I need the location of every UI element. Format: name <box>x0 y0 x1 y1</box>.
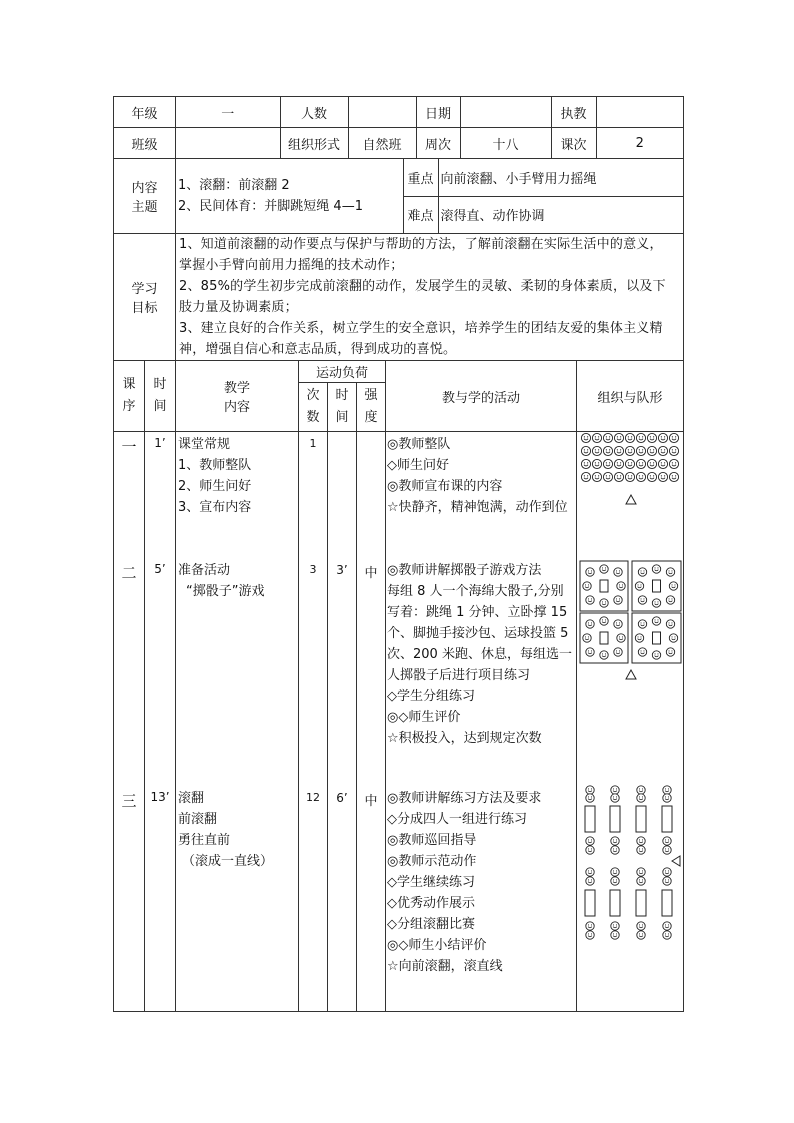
smiley-face-icon <box>600 617 608 625</box>
smiley-face-icon <box>592 433 601 442</box>
goals-label <box>114 234 176 361</box>
smiley-face-icon <box>636 433 645 442</box>
smiley-face-icon <box>663 794 671 802</box>
section-activities <box>387 788 576 977</box>
smiley-face-icon <box>603 472 612 481</box>
org-label: 组织形式 <box>280 128 348 158</box>
col-header-line: 序 <box>122 399 136 414</box>
content-item: 1、滚翻：前滚翻 2 <box>178 178 290 193</box>
section-content-cell <box>176 432 299 1012</box>
formation-col-header: 组织与队形 <box>577 361 684 432</box>
activity-line: 次、200 米跑、休息，每组选一 <box>387 647 572 662</box>
content-item: 2、民间体育：并脚跳短绳 4—1 <box>178 199 363 214</box>
col-header-line: 间 <box>153 399 167 414</box>
activity-line: ◎◇师生小结评价 <box>387 938 487 953</box>
time-col-header <box>145 361 176 432</box>
smiley-face-icon <box>647 459 656 468</box>
content-topic-label <box>114 159 176 234</box>
content-line: 勇往直前 <box>178 833 231 848</box>
col-header-line: 内容 <box>224 400 251 415</box>
smiley-face-icon <box>636 459 645 468</box>
smiley-face-icon <box>647 433 656 442</box>
activity-line: ◇分成四人一组进行练习 <box>387 812 528 827</box>
smiley-face-icon <box>586 596 594 604</box>
smiley-face-icon <box>637 931 645 939</box>
class-value <box>176 128 280 158</box>
smiley-face-icon <box>614 446 623 455</box>
smiley-face-icon <box>666 648 674 656</box>
intensity-col-header <box>357 383 386 432</box>
col-header-line: 时 <box>153 377 167 392</box>
smiley-face-icon <box>638 596 646 604</box>
activity-line: ◎教师整队 <box>387 437 451 452</box>
smiley-face-icon <box>636 446 645 455</box>
smiley-face-icon <box>658 446 667 455</box>
col-header-line: 课 <box>122 377 136 392</box>
load-count: 12 <box>306 791 321 804</box>
activity-line: ◇师生问好 <box>387 458 450 473</box>
section-col-header <box>114 361 145 432</box>
smiley-face-icon <box>669 634 677 642</box>
smiley-face-icon <box>586 648 594 656</box>
smiley-face-icon <box>637 794 645 802</box>
smiley-face-icon <box>652 565 660 573</box>
smiley-face-icon <box>614 472 623 481</box>
smiley-face-icon <box>586 568 594 576</box>
smiley-face-icon <box>586 931 594 939</box>
smiley-face-icon <box>581 459 590 468</box>
smiley-face-icon <box>625 472 634 481</box>
activity-line: ◇学生继续练习 <box>387 875 476 890</box>
section-order-cell <box>114 432 145 1012</box>
smiley-face-icon <box>592 472 601 481</box>
activity-line: ☆积极投入，达到规定次数 <box>387 731 542 746</box>
smiley-face-icon <box>658 472 667 481</box>
smiley-face-icon <box>581 433 590 442</box>
load-intensity: 中 <box>364 566 378 581</box>
smiley-face-icon <box>611 794 619 802</box>
section-content <box>178 434 251 518</box>
smiley-face-icon <box>581 472 590 481</box>
week-label: 周次 <box>416 128 460 158</box>
smiley-face-icon <box>600 651 608 659</box>
activities-col-header: 教与学的活动 <box>386 361 577 432</box>
col-header-line: 数 <box>306 410 320 425</box>
content-line: 2、师生问好 <box>178 479 252 494</box>
content-line: “掷骰子”游戏 <box>186 584 265 599</box>
smiley-face-icon <box>637 877 645 885</box>
smiley-face-icon <box>663 931 671 939</box>
org-value: 自然班 <box>348 128 416 158</box>
section-time-cell <box>145 432 176 1012</box>
section-activities <box>387 434 576 518</box>
smiley-face-icon <box>638 568 646 576</box>
smiley-face-icon <box>600 565 608 573</box>
smiley-face-icon <box>669 582 677 590</box>
load-intensity: 中 <box>364 794 378 809</box>
section-time: 13’ <box>150 790 170 804</box>
rectangle-mat-icon <box>585 806 595 832</box>
smiley-face-icon <box>669 446 678 455</box>
goals-label-line-1: 学习 <box>131 282 158 297</box>
triangle-teacher-icon <box>626 495 636 504</box>
goal-line: 3、建立良好的合作关系，树立学生的安全意识，培养学生的团结友爱的集体主义精 <box>179 321 663 336</box>
col-header-line: 间 <box>335 410 349 425</box>
smiley-face-icon <box>614 596 622 604</box>
smiley-face-icon <box>586 877 594 885</box>
smiley-face-icon <box>663 846 671 854</box>
smiley-face-icon <box>663 922 671 930</box>
date-value <box>460 97 551 127</box>
smiley-face-icon <box>663 786 671 794</box>
smiley-face-icon <box>666 620 674 628</box>
formation-diagrams <box>577 432 684 1012</box>
smiley-face-icon <box>658 433 667 442</box>
smiley-face-icon <box>614 620 622 628</box>
content-label-line-1: 内容 <box>131 181 158 196</box>
goal-line: 肢力量及协调素质； <box>179 300 298 315</box>
smiley-face-icon <box>614 459 623 468</box>
smiley-face-icon <box>635 634 643 642</box>
col-header-line: 教学 <box>224 381 251 396</box>
content-line: 1、教师整队 <box>178 458 252 473</box>
smiley-face-icon <box>611 846 619 854</box>
content-line: （滚成一直线） <box>182 854 274 869</box>
count-col-header <box>299 383 328 432</box>
smiley-face-icon <box>666 596 674 604</box>
smiley-face-icon <box>603 459 612 468</box>
grade-value: 一 <box>176 97 280 127</box>
smiley-face-icon <box>611 922 619 930</box>
smiley-face-icon <box>586 794 594 802</box>
load-duration: 6’ <box>336 791 348 805</box>
smiley-face-icon <box>611 931 619 939</box>
class-label: 班级 <box>114 128 176 159</box>
smiley-face-icon <box>611 868 619 876</box>
smiley-face-icon <box>586 837 594 845</box>
lesson-value: 2 <box>635 135 644 151</box>
smiley-face-icon <box>581 446 590 455</box>
activities-cell <box>386 432 577 1012</box>
load-intensity-cell <box>357 432 386 1012</box>
activity-line: 个、脚抛手接沙包、运球投篮 5 <box>387 626 569 641</box>
activity-line: ◎教师讲解掷骰子游戏方法 <box>387 563 542 578</box>
smiley-face-icon <box>611 877 619 885</box>
activity-line: ☆快静齐，精神饱满，动作到位 <box>387 500 568 515</box>
goal-line: 掌握小手臂向前用力摇绳的技术动作； <box>179 258 404 273</box>
smiley-face-icon <box>635 582 643 590</box>
goal-line: 2、85%的学生初步完成前滚翻的动作，发展学生的灵敏、柔韧的身体素质，以及下 <box>179 279 666 294</box>
formation-cell <box>577 432 684 1012</box>
smiley-face-icon <box>611 786 619 794</box>
grade-label: 年级 <box>114 97 176 128</box>
smiley-face-icon <box>647 446 656 455</box>
smiley-face-icon <box>652 651 660 659</box>
smiley-face-icon <box>663 877 671 885</box>
learning-goals <box>176 234 684 361</box>
date-label: 日期 <box>416 97 460 127</box>
smiley-face-icon <box>637 846 645 854</box>
header-row-2 <box>176 128 683 158</box>
rectangle-mat-icon <box>636 806 646 832</box>
smiley-face-icon <box>592 459 601 468</box>
load-count-cell <box>299 432 328 1012</box>
content-line: 3、宣布内容 <box>178 500 252 515</box>
smiley-face-icon <box>669 459 678 468</box>
smiley-face-icon <box>663 837 671 845</box>
activity-line: ◇优秀动作展示 <box>387 896 476 911</box>
smiley-face-icon <box>586 922 594 930</box>
goal-line: 1、知道前滚翻的动作要点与保护与帮助的方法，了解前滚翻在实际生活中的意义， <box>179 237 663 252</box>
activity-line: ◎教师宣布课的内容 <box>387 479 503 494</box>
dice-icon <box>600 632 608 644</box>
dice-icon <box>653 632 661 644</box>
smiley-face-icon <box>638 620 646 628</box>
smiley-face-icon <box>638 648 646 656</box>
activity-line: ◇学生分组练习 <box>387 689 476 704</box>
activity-line: ☆向前滚翻，滚直线 <box>387 959 503 974</box>
goals-label-line-2: 目标 <box>131 301 158 316</box>
difficulty-value: 滚得直、动作协调 <box>440 209 545 225</box>
activity-line: ◎教师示范动作 <box>387 854 477 869</box>
section-time: 1’ <box>154 436 166 450</box>
key-point-value: 向前滚翻、小手臂用力摇绳 <box>438 159 683 196</box>
activity-line: 人掷骰子后进行项目练习 <box>387 668 531 683</box>
smiley-face-icon <box>592 446 601 455</box>
smiley-face-icon <box>625 446 634 455</box>
smiley-face-icon <box>663 868 671 876</box>
activity-line: ◎教师讲解练习方法及要求 <box>387 791 542 806</box>
load-duration-cell <box>328 432 357 1012</box>
week-value: 十八 <box>460 128 551 158</box>
rectangle-mat-icon <box>662 806 672 832</box>
load-duration: 3’ <box>336 563 348 577</box>
smiley-face-icon <box>625 433 634 442</box>
rectangle-mat-icon <box>662 890 672 916</box>
smiley-face-icon <box>647 472 656 481</box>
content-line: 课堂常规 <box>178 437 231 452</box>
rectangle-mat-icon <box>610 806 620 832</box>
activity-line: ◇分组滚翻比赛 <box>387 917 476 932</box>
smiley-face-icon <box>586 868 594 876</box>
key-point-label: 重点 <box>403 159 438 196</box>
smiley-face-icon <box>583 634 591 642</box>
section-content <box>178 560 264 602</box>
smiley-face-icon <box>614 568 622 576</box>
smiley-face-icon <box>586 846 594 854</box>
smiley-face-icon <box>636 472 645 481</box>
content-label-line-2: 主题 <box>131 200 158 215</box>
dice-icon <box>653 580 661 592</box>
col-header-line: 度 <box>364 410 378 425</box>
content-line: 前滚翻 <box>178 812 218 827</box>
triangle-teacher-icon <box>672 856 680 866</box>
section-order: 三 <box>121 792 137 810</box>
teacher-label: 执教 <box>551 97 596 127</box>
smiley-face-icon <box>637 837 645 845</box>
content-items <box>176 159 403 233</box>
smiley-face-icon <box>625 459 634 468</box>
header-row-1 <box>176 97 683 127</box>
people-label: 人数 <box>280 97 348 127</box>
smiley-face-icon <box>603 433 612 442</box>
col-header-line: 次 <box>306 388 320 403</box>
load-col-header: 运动负荷 <box>299 361 386 383</box>
smiley-face-icon <box>600 599 608 607</box>
content-line: 滚翻 <box>178 791 205 806</box>
section-activities <box>387 560 576 749</box>
section-time: 5’ <box>154 562 166 576</box>
duration-col-header <box>328 383 357 432</box>
smiley-face-icon <box>617 582 625 590</box>
content-col-header <box>176 361 299 432</box>
smiley-face-icon <box>666 568 674 576</box>
smiley-face-icon <box>652 599 660 607</box>
section-order: 一 <box>121 438 137 456</box>
lesson-plan-table <box>113 96 684 1012</box>
smiley-face-icon <box>637 786 645 794</box>
load-count: 1 <box>309 437 317 450</box>
smiley-face-icon <box>603 446 612 455</box>
smiley-face-icon <box>614 433 623 442</box>
difficulty-label: 难点 <box>403 196 438 233</box>
activity-line: 写着：跳绳 1 分钟、立卧撑 15 <box>387 605 568 620</box>
smiley-face-icon <box>586 620 594 628</box>
smiley-face-icon <box>611 837 619 845</box>
rectangle-mat-icon <box>610 890 620 916</box>
goal-line: 神，增强自信心和意志品质，得到成功的喜悦。 <box>179 342 457 357</box>
section-order: 二 <box>121 564 137 582</box>
smiley-face-icon <box>617 634 625 642</box>
teacher-value <box>596 97 683 127</box>
activity-line: ◎教师巡回指导 <box>387 833 477 848</box>
smiley-face-icon <box>586 786 594 794</box>
smiley-face-icon <box>669 472 678 481</box>
col-header-line: 时 <box>335 388 349 403</box>
col-header-line: 强 <box>364 388 378 403</box>
lesson-label: 课次 <box>551 128 596 158</box>
lesson-plan-page <box>113 96 683 1012</box>
content-topic-table <box>176 159 683 233</box>
smiley-face-icon <box>583 582 591 590</box>
section-content <box>178 788 273 872</box>
smiley-face-icon <box>669 433 678 442</box>
load-count: 3 <box>309 563 317 576</box>
rectangle-mat-icon <box>585 890 595 916</box>
smiley-face-icon <box>637 868 645 876</box>
content-line: 准备活动 <box>178 563 231 578</box>
rectangle-mat-icon <box>636 890 646 916</box>
activity-line: 每组 8 人一个海绵大骰子,分别 <box>387 584 564 599</box>
people-value <box>348 97 416 127</box>
smiley-face-icon <box>658 459 667 468</box>
activity-line: ◎◇师生评价 <box>387 710 461 725</box>
smiley-face-icon <box>637 922 645 930</box>
dice-icon <box>600 580 608 592</box>
smiley-face-icon <box>614 648 622 656</box>
smiley-face-icon <box>652 617 660 625</box>
triangle-teacher-icon <box>626 670 636 679</box>
